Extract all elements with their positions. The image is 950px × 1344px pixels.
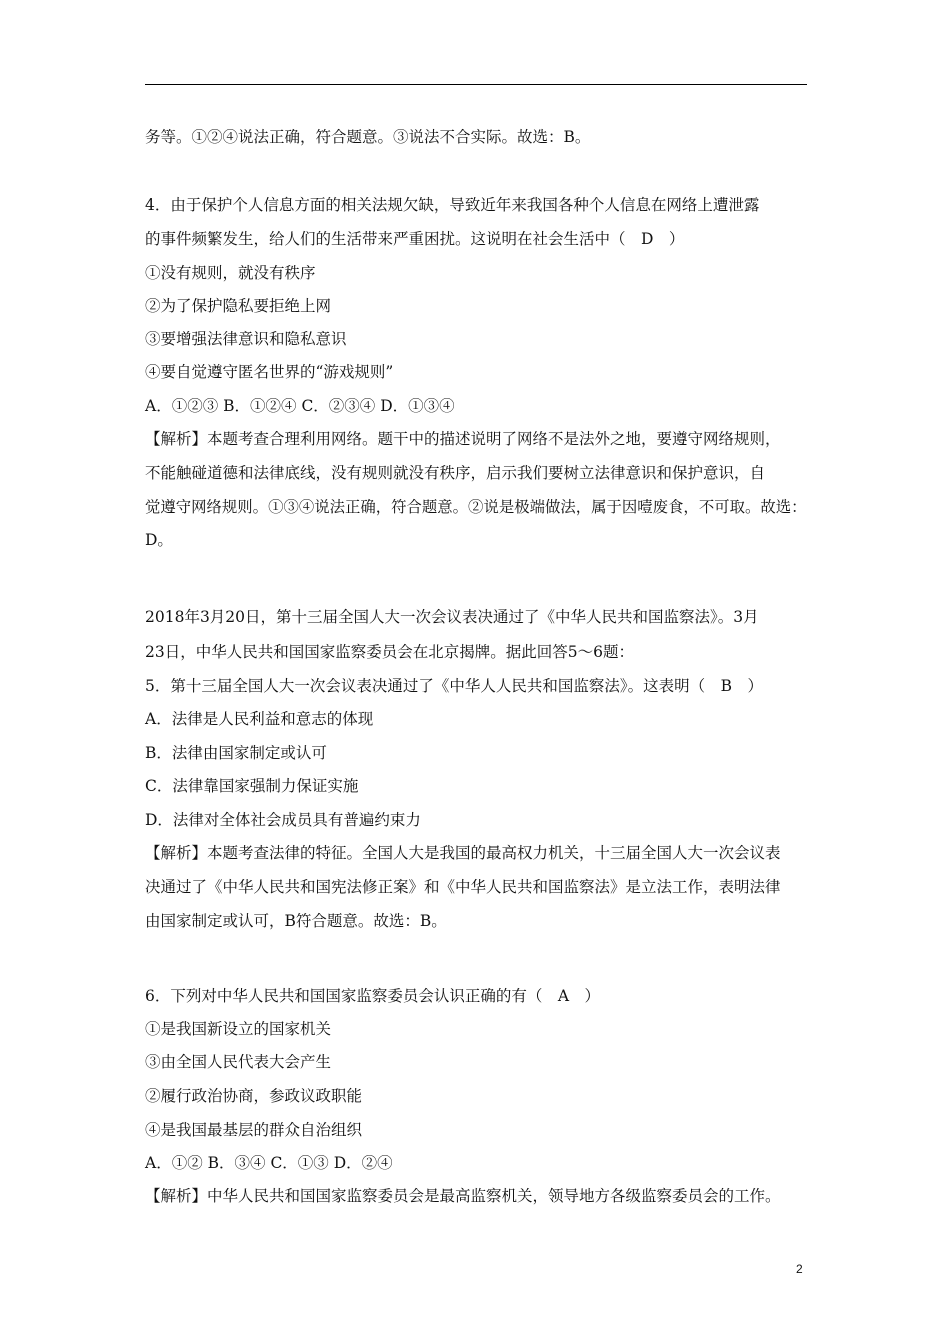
text-line: 务等。①②④说法正确，符合题意。③说法不合实际。故选：B。 bbox=[145, 128, 591, 146]
question-6-statement: ③由全国人民代表大会产生 bbox=[145, 1053, 332, 1071]
question-4-statement: ④要自觉遵守匿名世界的“游戏规则” bbox=[145, 363, 394, 381]
question-4-analysis: 觉遵守网络规则。①③④说法正确，符合题意。②说是极端做法，属于因噎废食，不可取。故选： bbox=[145, 498, 807, 516]
question-4-statement: ②为了保护隐私要拒绝上网 bbox=[145, 297, 332, 315]
question-4-stem: 的事件频繁发生，给人们的生活带来严重困扰。这说明在社会生活中（ D ） bbox=[145, 230, 685, 248]
question-4-statement: ③要增强法律意识和隐私意识 bbox=[145, 330, 347, 348]
question-4-analysis: 【解析】本题考查合理利用网络。题干中的描述说明了网络不是法外之地，要遵守网络规则， bbox=[145, 430, 781, 448]
question-5-analysis: 由国家制定或认可，B符合题意。故选：B。 bbox=[145, 912, 447, 930]
question-4-statement: ①没有规则，就没有秩序 bbox=[145, 264, 316, 282]
question-4-stem: 4．由于保护个人信息方面的相关法规欠缺，导致近年来我国各种个人信息在网络上遭泄露 bbox=[145, 196, 760, 214]
question-6-statement: ②履行政治协商，参政议政职能 bbox=[145, 1087, 363, 1105]
question-6-options: A．①② B．③④ C．①③ D．②④ bbox=[145, 1154, 393, 1172]
question-6-statement: ④是我国最基层的群众自治组织 bbox=[145, 1121, 363, 1139]
question-6-statement: ①是我国新设立的国家机关 bbox=[145, 1020, 332, 1038]
question-5-stem: 5．第十三届全国人大一次会议表决通过了《中华人人民共和国监察法》。这表明（ B ） bbox=[145, 677, 764, 695]
question-5-option: D．法律对全体社会成员具有普遍约束力 bbox=[145, 811, 421, 829]
question-5-analysis: 【解析】本题考查法律的特征。全国人大是我国的最高权力机关，十三届全国人大一次会议表 bbox=[145, 844, 781, 862]
question-5-option: B．法律由国家制定或认可 bbox=[145, 744, 327, 762]
question-5-option: C．法律靠国家强制力保证实施 bbox=[145, 777, 359, 795]
question-4-analysis: D。 bbox=[145, 531, 173, 549]
question-4-analysis: 不能触碰道德和法律底线，没有规则就没有秩序，启示我们要树立法律意识和保护意识，自 bbox=[145, 464, 766, 482]
header-rule bbox=[145, 84, 807, 85]
page-number: 2 bbox=[796, 1262, 803, 1276]
material-text: 2018年3月20日，第十三届全国人大一次会议表决通过了《中华人民共和国监察法》。3月 bbox=[145, 608, 759, 626]
material-text: 23日，中华人民共和国国家监察委员会在北京揭牌。据此回答5～6题： bbox=[145, 643, 634, 661]
question-6-stem: 6．下列对中华人民共和国国家监察委员会认识正确的有（ A ） bbox=[145, 987, 601, 1005]
question-5-option: A．法律是人民利益和意志的体现 bbox=[145, 710, 374, 728]
question-5-analysis: 决通过了《中华人民共和国宪法修正案》和《中华人民共和国监察法》是立法工作，表明法律 bbox=[145, 878, 781, 896]
question-4-options: A．①②③ B．①②④ C．②③④ D．①③④ bbox=[145, 397, 455, 415]
question-6-analysis: 【解析】中华人民共和国国家监察委员会是最高监察机关，领导地方各级监察委员会的工作。 bbox=[145, 1187, 781, 1205]
